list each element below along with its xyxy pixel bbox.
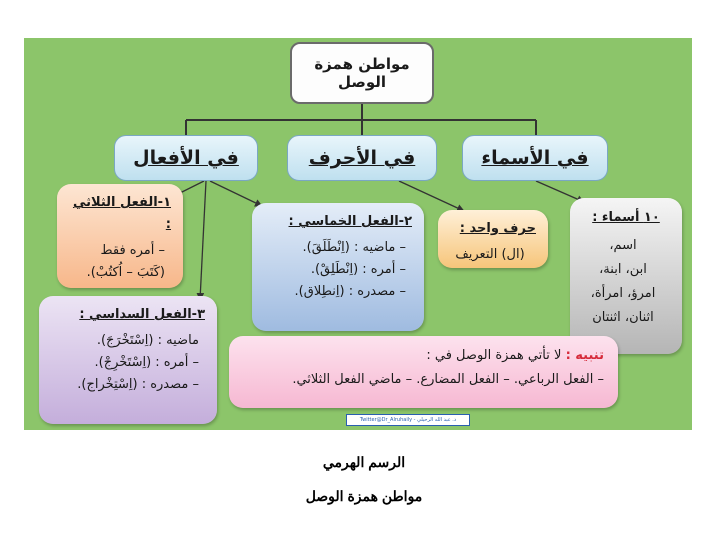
ten-nouns-line: ابن، ابنة، bbox=[599, 262, 647, 277]
quinquiliteral-line: – ماضيه : (اِنْطَلَقَ). bbox=[302, 240, 406, 255]
quinquiliteral-line: – أمره : (اِنْطَلِقْ). bbox=[310, 262, 406, 277]
note-box bbox=[229, 336, 618, 408]
trilateral-verb-card bbox=[57, 184, 183, 288]
trilateral-heading: ١-الفعل الثلاثي : bbox=[72, 195, 171, 232]
sextuple-verb-card bbox=[39, 296, 217, 424]
arrow-to-sextuple bbox=[200, 181, 206, 300]
category-verbs: في الأفعال bbox=[114, 135, 258, 181]
ten-nouns-line: اسم، bbox=[609, 238, 637, 253]
ten-nouns-heading: ١٠ أسماء : bbox=[592, 210, 660, 225]
sextuple-line: – أمره : (اِسْتَخْرِجْ). bbox=[94, 355, 199, 370]
ten-nouns-card bbox=[570, 198, 682, 354]
ten-nouns-line: اثنان، اثنتان bbox=[592, 310, 654, 325]
diagram-title: مواطن همزة الوصل bbox=[290, 42, 434, 104]
caption-topic: مواطن همزة الوصل bbox=[305, 488, 423, 504]
quinquiliteral-heading: ٢-الفعل الخماسي : bbox=[288, 214, 412, 229]
note-label: تنبيه : bbox=[565, 348, 604, 363]
single-letter-card bbox=[438, 210, 548, 268]
caption-hierarchical-chart: الرسم الهرمي bbox=[322, 454, 406, 470]
single-letter-line: (ال) التعريف bbox=[455, 247, 525, 262]
author-credit: د. عبد الله الرحيلي - Twitter@Dr_Alruhaily bbox=[346, 414, 470, 426]
sextuple-heading: ٣-الفعل السداسي : bbox=[79, 307, 205, 322]
quinquiliteral-verb-card bbox=[252, 203, 424, 331]
single-letter-heading: حرف واحد : bbox=[459, 221, 536, 236]
arrow-to-quinquiliteral bbox=[210, 181, 262, 206]
trilateral-line: – أمره فقط bbox=[100, 243, 165, 258]
ten-nouns-line: امرؤ، امرأة، bbox=[590, 286, 656, 301]
sextuple-line: – مصدره : (اِسْتِخْراج). bbox=[77, 377, 199, 392]
diagram-canvas bbox=[24, 38, 692, 430]
category-particles: في الأحرف bbox=[287, 135, 437, 181]
note-detail: – الفعل الرباعي. – الفعل المضارع. – ماضي الفعل الثلاثي. bbox=[292, 372, 604, 387]
trilateral-line: (كَتَبَ – اُكتُبْ). bbox=[86, 265, 165, 280]
note-header bbox=[243, 344, 604, 368]
sextuple-line: ماضيه : (اِسْتَخْرَجَ). bbox=[96, 333, 199, 348]
quinquiliteral-line: – مصدره : (اِنطِلاق). bbox=[294, 284, 406, 299]
note-text: لا تأتي همزة الوصل في : bbox=[426, 348, 562, 363]
category-nouns: في الأسماء bbox=[462, 135, 608, 181]
